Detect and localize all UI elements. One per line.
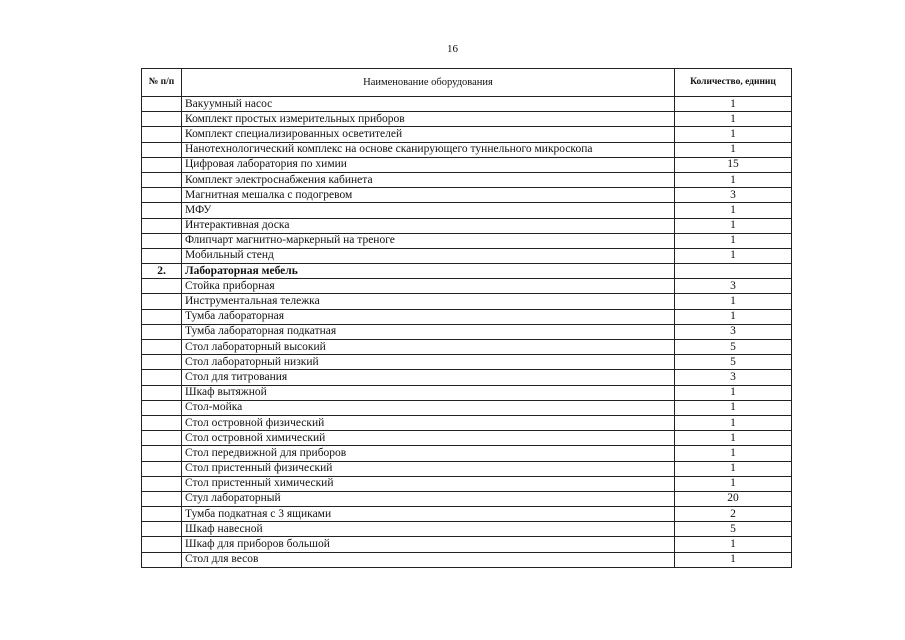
equipment-name: Лабораторная мебель: [182, 264, 675, 279]
table-row: [142, 127, 792, 142]
quantity: 1: [675, 400, 792, 415]
table-row: [142, 522, 792, 537]
row-number: [142, 112, 182, 127]
table-row: [142, 172, 792, 187]
row-number: 2.: [142, 264, 182, 279]
equipment-name: Интерактивная доска: [182, 218, 675, 233]
table-row: [142, 233, 792, 248]
table-row: [142, 507, 792, 522]
quantity: 1: [675, 552, 792, 567]
equipment-name: Мобильный стенд: [182, 248, 675, 263]
row-number: [142, 97, 182, 112]
equipment-name: Стойка приборная: [182, 279, 675, 294]
equipment-name: Тумба лабораторная подкатная: [182, 324, 675, 339]
equipment-name: Магнитная мешалка с подогревом: [182, 188, 675, 203]
row-number: [142, 309, 182, 324]
row-number: [142, 415, 182, 430]
row-number: [142, 127, 182, 142]
row-number: [142, 491, 182, 506]
equipment-table: [141, 68, 792, 568]
header-quantity: Количество, единиц: [675, 69, 792, 97]
quantity: 1: [675, 446, 792, 461]
table-body: [142, 97, 792, 568]
row-number: [142, 157, 182, 172]
equipment-name: Флипчарт магнитно-маркерный на треноге: [182, 233, 675, 248]
table-row: [142, 400, 792, 415]
quantity: 1: [675, 461, 792, 476]
quantity: [675, 264, 792, 279]
row-number: [142, 537, 182, 552]
row-number: [142, 370, 182, 385]
equipment-name: Стол передвижной для приборов: [182, 446, 675, 461]
quantity: 1: [675, 112, 792, 127]
row-number: [142, 461, 182, 476]
row-number: [142, 507, 182, 522]
table-row: [142, 446, 792, 461]
quantity: 3: [675, 279, 792, 294]
quantity: 1: [675, 431, 792, 446]
row-number: [142, 248, 182, 263]
page-number: 16: [447, 43, 458, 55]
table-row: [142, 552, 792, 567]
table-row: [142, 97, 792, 112]
equipment-name: Стол пристенный физический: [182, 461, 675, 476]
table-row: [142, 370, 792, 385]
quantity: 1: [675, 309, 792, 324]
quantity: 5: [675, 522, 792, 537]
equipment-name: Комплект электроснабжения кабинета: [182, 172, 675, 187]
quantity: 1: [675, 537, 792, 552]
equipment-name: Шкаф для приборов большой: [182, 537, 675, 552]
table-row: [142, 309, 792, 324]
equipment-name: Стол для весов: [182, 552, 675, 567]
table-row: [142, 218, 792, 233]
equipment-name: Стол пристенный химический: [182, 476, 675, 491]
quantity: 1: [675, 294, 792, 309]
quantity: 20: [675, 491, 792, 506]
row-number: [142, 218, 182, 233]
row-number: [142, 279, 182, 294]
quantity: 1: [675, 97, 792, 112]
row-number: [142, 188, 182, 203]
row-number: [142, 522, 182, 537]
table-row: [142, 112, 792, 127]
row-number: [142, 446, 182, 461]
equipment-name: Тумба подкатная с 3 ящиками: [182, 507, 675, 522]
table-row: [142, 461, 792, 476]
table-row: [142, 203, 792, 218]
equipment-name: Нанотехнологический комплекс на основе сканирующего туннельного микроскопа: [182, 142, 675, 157]
table-row: [142, 415, 792, 430]
equipment-name: Тумба лабораторная: [182, 309, 675, 324]
equipment-name: Шкаф вытяжной: [182, 385, 675, 400]
table-row: [142, 385, 792, 400]
equipment-name: Комплект простых измерительных приборов: [182, 112, 675, 127]
table-row: [142, 491, 792, 506]
quantity: 15: [675, 157, 792, 172]
quantity: 1: [675, 172, 792, 187]
row-number: [142, 203, 182, 218]
header-name: Наименование оборудования: [182, 69, 675, 97]
row-number: [142, 324, 182, 339]
quantity: 5: [675, 340, 792, 355]
equipment-name: Цифровая лаборатория по химии: [182, 157, 675, 172]
equipment-name: Комплект специализированных осветителей: [182, 127, 675, 142]
table-row: [142, 248, 792, 263]
quantity: 2: [675, 507, 792, 522]
quantity: 3: [675, 324, 792, 339]
equipment-name: Стол для титрования: [182, 370, 675, 385]
row-number: [142, 294, 182, 309]
equipment-name: Вакуумный насос: [182, 97, 675, 112]
section-row: [142, 264, 792, 279]
quantity: 3: [675, 188, 792, 203]
equipment-name: Стол островной физический: [182, 415, 675, 430]
row-number: [142, 385, 182, 400]
quantity: 1: [675, 415, 792, 430]
equipment-name: Шкаф навесной: [182, 522, 675, 537]
row-number: [142, 172, 182, 187]
equipment-name: Стул лабораторный: [182, 491, 675, 506]
row-number: [142, 340, 182, 355]
quantity: 3: [675, 370, 792, 385]
table-row: [142, 431, 792, 446]
row-number: [142, 431, 182, 446]
table-row: [142, 157, 792, 172]
quantity: 1: [675, 218, 792, 233]
row-number: [142, 355, 182, 370]
row-number: [142, 233, 182, 248]
table-row: [142, 355, 792, 370]
table-row: [142, 340, 792, 355]
table-header-row: [142, 69, 792, 97]
table-row: [142, 188, 792, 203]
equipment-name: Инструментальная тележка: [182, 294, 675, 309]
row-number: [142, 400, 182, 415]
quantity: 1: [675, 203, 792, 218]
quantity: 1: [675, 248, 792, 263]
quantity: 1: [675, 142, 792, 157]
quantity: 1: [675, 233, 792, 248]
row-number: [142, 476, 182, 491]
row-number: [142, 552, 182, 567]
quantity: 1: [675, 385, 792, 400]
table-row: [142, 537, 792, 552]
table-row: [142, 279, 792, 294]
table-row: [142, 476, 792, 491]
equipment-name: МФУ: [182, 203, 675, 218]
equipment-name: Стол островной химический: [182, 431, 675, 446]
table-row: [142, 324, 792, 339]
quantity: 1: [675, 127, 792, 142]
table-row: [142, 294, 792, 309]
quantity: 5: [675, 355, 792, 370]
header-number: № п/п: [142, 69, 182, 97]
equipment-name: Стол лабораторный высокий: [182, 340, 675, 355]
table-row: [142, 142, 792, 157]
equipment-name: Стол-мойка: [182, 400, 675, 415]
quantity: 1: [675, 476, 792, 491]
row-number: [142, 142, 182, 157]
equipment-name: Стол лабораторный низкий: [182, 355, 675, 370]
